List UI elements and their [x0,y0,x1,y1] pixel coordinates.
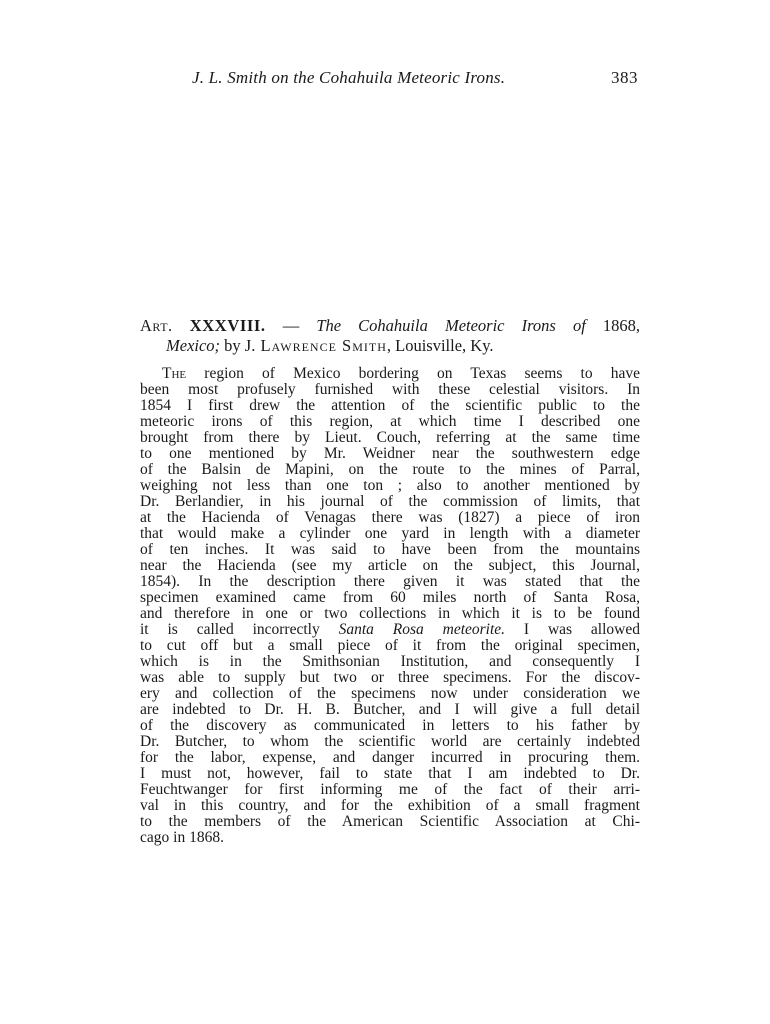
text-line: Feuchtwanger for first informing me of the fact of their arri- [140,781,640,798]
text-line: weighing not less than one ton ; also to another mentioned by [140,477,640,494]
text-line: it is called incorrectly Santa Rosa meteorite. I was allowed [140,621,640,638]
text-line: Dr. Butcher, to whom the scientific world are certainly indebted [140,733,640,750]
lead-word: The [162,365,187,382]
text-line: brought from there by Lieut. Couch, referring at the same time [140,429,640,446]
text-line: was able to supply but two or three specimens. For the discov- [140,669,640,686]
text-line: I must not, however, fail to state that I am indebted to Dr. [140,765,640,782]
text-line: that would make a cylinder one yard in length with a diameter [140,525,640,542]
text-line: of ten inches. It was said to have been from the mountains [140,541,640,558]
italic-phrase: Santa Rosa meteorite. [338,621,506,638]
text-line: to one mentioned by Mr. Weidner near the southwestern edge [140,445,640,462]
running-head [140,68,640,92]
text-line: Dr. Berlandier, in his journal of the commission of limits, that [140,493,640,510]
article-title: The Cohahuila Meteoric Irons of [316,316,586,335]
article-heading-line-1 [140,316,640,336]
author-initial: J. [244,336,256,355]
text-line: been most profusely furnished with these celestial visitors. In [140,381,640,398]
text-line: and therefore in one or two collections in which it is to be found [140,605,640,622]
text-line: at the Hacienda of Venagas there was (1827) a piece of iron [140,509,640,526]
heading-dash: — [265,316,317,335]
text-line: of the Balsin de Mapini, on the route to the mines of Parral, [140,461,640,478]
text-line: which is in the Smithsonian Institution, and consequently I [140,653,640,670]
text-line: The region of Mexico bordering on Texas seems to have [162,365,640,382]
article-heading-line-2 [140,336,640,356]
author-name: Lawrence Smith [255,336,387,355]
running-title: J. L. Smith on the Cohahuila Meteoric Irons. [192,68,506,87]
text-line: to cut off but a small piece of it from the original specimen, [140,637,640,654]
article-label: Art. [140,316,173,335]
text-line: specimen examined came from 60 miles north of Santa Rosa, [140,589,640,606]
text-line: val in this country, and for the exhibition of a small fragment [140,797,640,814]
text-line: 1854). In the description there given it was stated that the [140,573,640,590]
text-line: 1854 I first drew the attention of the scientific public to the [140,397,640,414]
text-line: of the discovery as communicated in letters to his father by [140,717,640,734]
text-line: for the labor, expense, and danger incurred in procuring them. [140,749,640,766]
heading-by: by [220,336,245,355]
article-place: Mexico; [166,336,221,355]
text-line: meteoric irons of this region, at which time I described one [140,413,640,430]
text-line: cago in 1868. [140,829,224,846]
text-line: are indebted to Dr. H. B. Butcher, and I will give a full detail [140,701,640,718]
page-number: 383 [611,68,638,87]
text-line: near the Hacienda (see my article on the subject, this Journal, [140,557,640,574]
body-paragraph [140,366,640,846]
text-line: ery and collection of the specimens now under consideration we [140,685,640,702]
author-location: , Louisville, Ky. [386,336,494,355]
text-line: to the members of the American Scientific Association at Chi- [140,813,640,830]
article-year: 1868, [585,316,641,335]
article-number: XXXVIII. [189,316,266,335]
article-heading [140,316,640,356]
